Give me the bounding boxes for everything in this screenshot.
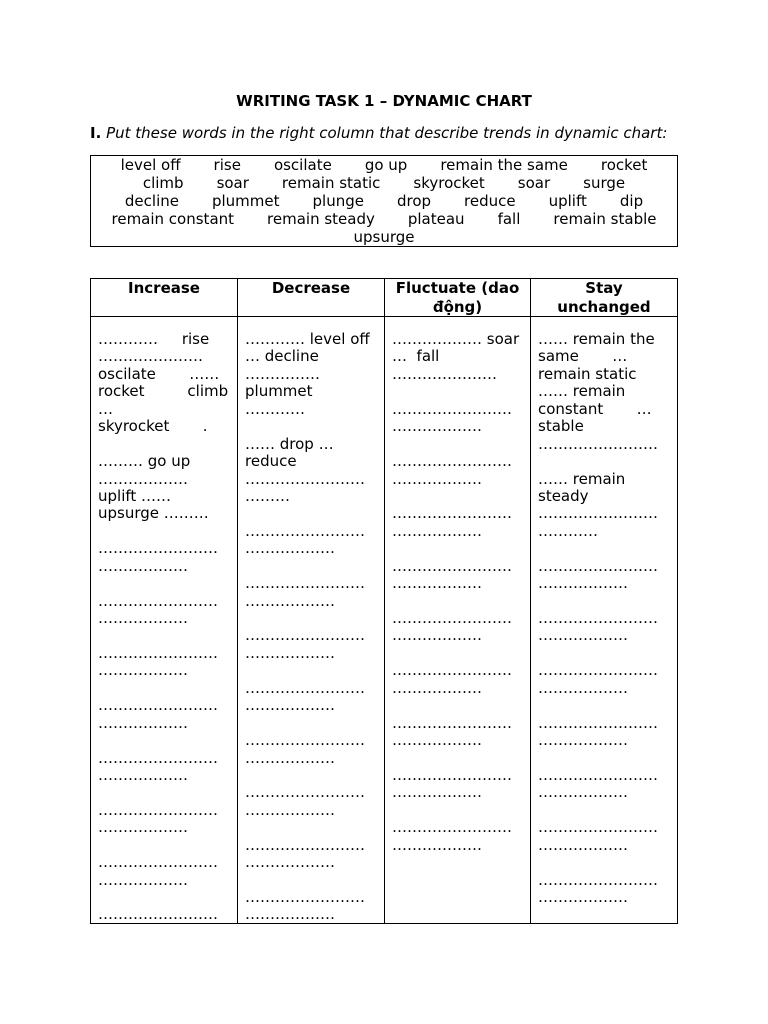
blank-line bbox=[392, 802, 530, 819]
answer-line: ………… bbox=[538, 521, 598, 540]
blank-line bbox=[245, 872, 384, 889]
answer-line: ……………… bbox=[245, 591, 335, 610]
answer-cell bbox=[385, 317, 531, 923]
word-bank-word: plummet bbox=[211, 192, 280, 210]
answer-line: …………………… bbox=[98, 800, 218, 819]
column-header: Fluctuate (dao động) bbox=[385, 279, 531, 316]
answer-line: ……………… bbox=[98, 556, 188, 575]
answer-line: …………………… bbox=[392, 399, 512, 418]
blank-line bbox=[98, 436, 237, 453]
answer-line: …………………… bbox=[245, 574, 365, 593]
answer-line: ……………… bbox=[392, 835, 482, 854]
answer-line: plummet bbox=[245, 382, 313, 401]
blank-line bbox=[245, 418, 384, 435]
answer-line: … fall bbox=[392, 347, 440, 366]
answer-line: ……………… bbox=[98, 870, 188, 889]
word-bank-word: remain the same bbox=[440, 156, 568, 174]
answer-line: skyrocket . bbox=[98, 417, 208, 436]
word-bank-line bbox=[91, 174, 677, 192]
answer-cell bbox=[91, 317, 238, 923]
word-bank bbox=[90, 155, 678, 247]
word-bank-word: climb bbox=[142, 174, 184, 192]
answer-line: …………………… bbox=[245, 783, 365, 802]
answer-line: …………………… bbox=[392, 765, 512, 784]
blank-line bbox=[392, 645, 530, 662]
answer-cell bbox=[531, 317, 677, 923]
answer-line: …………………… bbox=[245, 678, 365, 697]
word-bank-word: drop bbox=[396, 192, 432, 210]
answer-line: ……………… bbox=[538, 626, 628, 645]
blank-line bbox=[98, 784, 237, 801]
answer-line: …………………… bbox=[538, 609, 658, 627]
blank-line bbox=[538, 645, 677, 662]
word-bank-line bbox=[91, 210, 677, 228]
answer-line: ………… bbox=[245, 399, 305, 418]
answer-line: …………………… bbox=[538, 504, 658, 523]
word-bank-word: plateau bbox=[407, 210, 465, 228]
blank-line bbox=[538, 453, 677, 470]
page-title: WRITING TASK 1 – DYNAMIC CHART bbox=[236, 92, 532, 110]
word-bank-word: surge bbox=[583, 174, 626, 192]
answer-line: …………………… bbox=[245, 888, 365, 906]
answer-line: ……………… bbox=[392, 469, 482, 488]
answer-line: …………………… bbox=[245, 731, 365, 750]
answer-line: ……………… bbox=[245, 643, 335, 662]
answer-line: ……………… soar bbox=[392, 330, 520, 348]
word-bank-word: rocket bbox=[600, 156, 648, 174]
answer-line: ……………… bbox=[245, 853, 335, 872]
blank-line bbox=[245, 662, 384, 679]
answer-line: ……………… bbox=[538, 783, 628, 802]
answer-line: ……………… bbox=[392, 731, 482, 750]
word-bank-word: remain constant bbox=[111, 210, 235, 228]
answer-line: …………………… bbox=[98, 591, 218, 610]
answer-line: ………… rise bbox=[98, 330, 210, 348]
answer-line: ……………… bbox=[538, 888, 628, 906]
word-bank-line bbox=[91, 192, 677, 210]
blank-line bbox=[98, 732, 237, 749]
word-bank-word: remain static bbox=[281, 174, 381, 192]
answer-line: reduce bbox=[245, 452, 297, 471]
answer-line: …………………… bbox=[538, 713, 658, 732]
answer-line: constant … bbox=[538, 399, 652, 418]
answer-line: ……………… bbox=[538, 731, 628, 750]
answer-line: …… remain the bbox=[538, 330, 655, 348]
blank-line bbox=[538, 540, 677, 557]
answer-line: ……… go up bbox=[98, 452, 191, 471]
answer-line: ……………… bbox=[392, 678, 482, 697]
word-bank-word: fall bbox=[497, 210, 521, 228]
column-header: Decrease bbox=[238, 279, 385, 316]
answer-line: …………………… bbox=[538, 434, 658, 453]
answer-line: ……………… bbox=[392, 783, 482, 802]
blank-line bbox=[392, 540, 530, 557]
answer-line: ……………… bbox=[98, 713, 188, 732]
answer-line: …………… bbox=[245, 364, 320, 383]
answer-line: oscilate …… bbox=[98, 364, 220, 383]
word-bank-word: rise bbox=[213, 156, 241, 174]
instruction-number: I. bbox=[90, 124, 102, 142]
word-bank-word: reduce bbox=[464, 192, 516, 210]
answer-line: remain static bbox=[538, 364, 637, 383]
word-bank-word: soar bbox=[216, 174, 249, 192]
blank-line bbox=[245, 505, 384, 522]
answer-cell bbox=[238, 317, 385, 923]
answer-line: …………………… bbox=[245, 626, 365, 645]
blank-line bbox=[538, 854, 677, 871]
answer-line: upsurge ……… bbox=[98, 504, 209, 523]
word-bank-line bbox=[91, 228, 677, 246]
answer-line: ……………… bbox=[245, 696, 335, 715]
word-bank-word: go up bbox=[364, 156, 408, 174]
word-bank-word: remain stable bbox=[553, 210, 657, 228]
blank-line bbox=[245, 715, 384, 732]
answer-line: steady bbox=[538, 486, 589, 505]
answer-line: ……………… bbox=[245, 748, 335, 767]
answer-line: …………………… bbox=[392, 661, 512, 680]
word-bank-word: level off bbox=[120, 156, 181, 174]
answer-line: …………………… bbox=[98, 853, 218, 872]
answer-line: …… remain bbox=[538, 382, 626, 401]
answer-line: …………………… bbox=[245, 521, 365, 540]
answer-line: ……………… bbox=[392, 521, 482, 540]
answer-line: …………………… bbox=[392, 504, 512, 523]
blank-line bbox=[98, 627, 237, 644]
word-bank-word: oscilate bbox=[273, 156, 332, 174]
answer-line: …………………… bbox=[392, 609, 512, 627]
blank-line bbox=[538, 802, 677, 819]
answer-line: …………………… bbox=[392, 556, 512, 575]
answer-line: same … bbox=[538, 347, 628, 366]
answer-line: ……………… bbox=[245, 539, 335, 558]
blank-line bbox=[392, 436, 530, 453]
answer-line: …………………… bbox=[98, 905, 218, 924]
answer-line: …………………… bbox=[245, 469, 365, 488]
blank-line bbox=[98, 889, 237, 906]
blank-line bbox=[245, 767, 384, 784]
word-bank-word: plunge bbox=[312, 192, 364, 210]
answer-line: ……………… bbox=[245, 800, 335, 819]
answer-line: …………………… bbox=[538, 818, 658, 837]
answer-line: …………………… bbox=[392, 818, 512, 837]
answer-line: uplift …… bbox=[98, 486, 172, 505]
answer-line: ……………… bbox=[392, 574, 482, 593]
blank-line bbox=[392, 383, 530, 400]
answer-line: … bbox=[98, 399, 113, 418]
blank-line bbox=[245, 610, 384, 627]
blank-line bbox=[392, 593, 530, 610]
answer-line: …………………… bbox=[392, 452, 512, 471]
blank-line bbox=[245, 819, 384, 836]
blank-line bbox=[538, 750, 677, 767]
answer-line: ……………… bbox=[98, 661, 188, 680]
answer-line: ………………… bbox=[392, 364, 497, 383]
word-bank-word: soar bbox=[517, 174, 551, 192]
answer-line: …………………… bbox=[98, 696, 218, 715]
answer-line: …… remain bbox=[538, 469, 626, 488]
answer-line: ………………… bbox=[98, 347, 203, 366]
word-bank-word: remain steady bbox=[267, 210, 375, 228]
answer-line: ……………… bbox=[392, 626, 482, 645]
column-header: Increase bbox=[91, 279, 238, 316]
blank-line bbox=[98, 837, 237, 854]
answer-line: …………………… bbox=[98, 748, 218, 767]
word-bank-word: uplift bbox=[548, 192, 587, 210]
answer-line: rocket climb bbox=[98, 382, 229, 401]
answer-line: ……………… bbox=[98, 609, 188, 627]
answer-line: …………………… bbox=[245, 835, 365, 854]
answer-line: ……………… bbox=[98, 765, 188, 784]
answer-line: ……………… bbox=[392, 417, 482, 436]
answer-line: …………………… bbox=[538, 661, 658, 680]
blank-line bbox=[392, 697, 530, 714]
word-bank-word: upsurge bbox=[353, 228, 415, 246]
answer-line: ……………… bbox=[538, 678, 628, 697]
answer-line: stable bbox=[538, 417, 584, 436]
answer-line: ……………… bbox=[98, 818, 188, 837]
answer-line: …………………… bbox=[538, 556, 658, 575]
answer-line: …………………… bbox=[98, 643, 218, 662]
table-body-row bbox=[91, 317, 677, 923]
instruction bbox=[90, 124, 667, 142]
answer-line: ………… level off bbox=[245, 330, 370, 348]
blank-line bbox=[538, 697, 677, 714]
word-bank-line bbox=[91, 156, 677, 174]
trend-table bbox=[90, 278, 678, 924]
instruction-text: Put these words in the right column that describe trends in dynamic chart: bbox=[106, 124, 668, 142]
answer-line: ……………… bbox=[538, 835, 628, 854]
column-header: Stay unchanged bbox=[557, 279, 651, 316]
answer-line: ……… bbox=[245, 486, 290, 505]
word-bank-word: decline bbox=[124, 192, 179, 210]
answer-line: …………………… bbox=[392, 713, 512, 732]
blank-line bbox=[392, 750, 530, 767]
answer-line: …………………… bbox=[538, 765, 658, 784]
blank-line bbox=[538, 593, 677, 610]
answer-line: … decline bbox=[245, 347, 319, 366]
answer-line: …………………… bbox=[538, 870, 658, 889]
word-bank-word: dip bbox=[619, 192, 644, 210]
table-header-row bbox=[91, 279, 677, 317]
blank-line bbox=[392, 488, 530, 505]
blank-line bbox=[98, 523, 237, 540]
blank-line bbox=[245, 558, 384, 575]
answer-line: ……………… bbox=[98, 469, 188, 488]
blank-line bbox=[98, 575, 237, 592]
blank-line bbox=[98, 680, 237, 697]
answer-line: …… drop … bbox=[245, 434, 334, 453]
word-bank-word: skyrocket bbox=[413, 174, 485, 192]
answer-line: …………………… bbox=[98, 539, 218, 558]
answer-line: ……………… bbox=[245, 905, 335, 924]
answer-line: ……………… bbox=[538, 574, 628, 593]
